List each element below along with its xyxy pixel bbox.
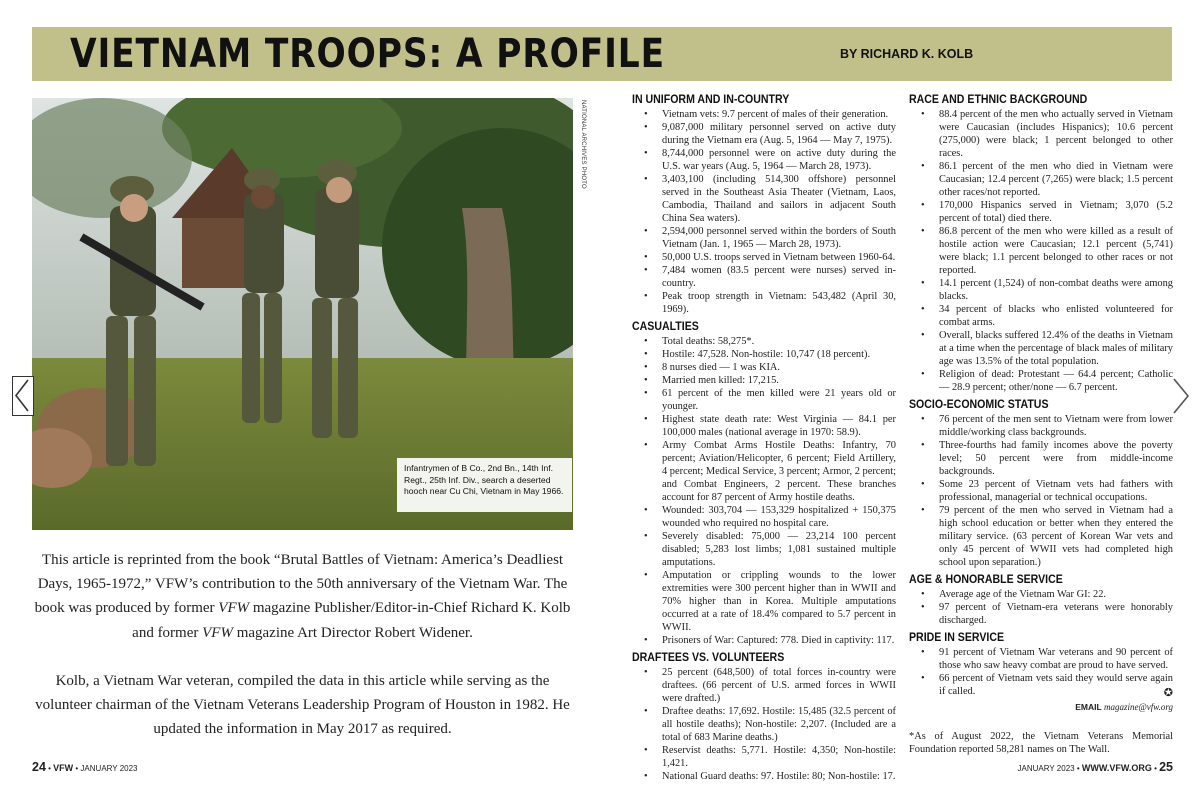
- list-item: • Married men killed: 17,215.: [632, 374, 896, 387]
- email-line: [909, 687, 1173, 714]
- section-heading: SOCIO-ECONOMIC STATUS: [909, 399, 1049, 411]
- section-heading: AGE & HONORABLE SERVICE: [909, 574, 1063, 586]
- list-item: • Average age of the Vietnam War GI: 22.: [909, 588, 1173, 601]
- list-item: • 8 nurses died — 1 was KIA.: [632, 361, 896, 374]
- list-item: • 91 percent of Vietnam War veterans and 90 percent of those who saw heavy combat are proud to have served.: [909, 646, 1173, 672]
- magazine-name: VFW: [53, 763, 74, 773]
- list-item: • 34 percent of blacks who enlisted volunteered for combat arms.: [909, 303, 1173, 329]
- list-item: • 86.8 percent of the men who were killed as a result of hostile action were Caucasian; 12.1 percent (5,741) were black; 1.1 percent belonged to other races or not reported.: [909, 225, 1173, 277]
- section-heading: PRIDE IN SERVICE: [909, 632, 1005, 644]
- section-draftees: [632, 651, 896, 783]
- list-item: • Amputation or crippling wounds to the lower extremities were 300 percent higher than in WWII and 70% higher than in Korea. Multiple amputations occurred at a rate of 18.4% compared to 5.7 percent in WWII.: [632, 569, 896, 634]
- list-item: • Prisoners of War: Captured: 778. Died in captivity: 117.: [632, 634, 896, 647]
- list-item: • 25 percent (648,500) of total forces in-country were draftees. (66 percent of U.S. armed forces in WWII were drafted.): [632, 666, 896, 705]
- list-item: • 88.4 percent of the men who actually served in Vietnam were Caucasian (includes Hispanics); 10.6 percent (275,000) were black; 1 percent belonged to other races.: [909, 108, 1173, 160]
- section-socio-economic: [909, 398, 1173, 569]
- list-item: • Peak troop strength in Vietnam: 543,482 (April 30, 1969).: [632, 290, 896, 316]
- list-item: • Some 23 percent of Vietnam vets had fathers with professional, managerial or technical occupations.: [909, 478, 1173, 504]
- list-item: • 50,000 U.S. troops served in Vietnam between 1960-64.: [632, 251, 896, 264]
- section-age-service: [909, 573, 1173, 627]
- end-mark-icon: ✪: [1163, 687, 1173, 699]
- list-item: • Vietnam vets: 9.7 percent of males of their generation.: [632, 108, 896, 121]
- list-item: • 97 percent of Vietnam-era veterans were honorably discharged.: [909, 601, 1173, 627]
- section-heading: RACE AND ETHNIC BACKGROUND: [909, 94, 1088, 106]
- section-race: [909, 93, 1173, 394]
- prev-page-button[interactable]: [12, 376, 34, 416]
- list-item: • Total deaths: 58,275*.: [632, 335, 896, 348]
- intro-text: [32, 548, 573, 765]
- stats-column-left: [632, 93, 896, 787]
- list-item: • 86.1 percent of the men who died in Vietnam were Caucasian; 12.4 percent (7,265) were black; 1.5 percent other races/not reported.: [909, 160, 1173, 199]
- email-link[interactable]: magazine@vfw.org: [1103, 702, 1173, 712]
- next-page-button[interactable]: [1170, 376, 1192, 416]
- page-number: 24: [32, 760, 46, 774]
- list-item: • Draftee deaths: 17,692. Hostile: 15,485 (32.5 percent of all hostile deaths); Non-hostile: 2,207. (Included are a total of 683 Marine deaths.): [632, 705, 896, 744]
- chevron-right-icon: [1170, 376, 1192, 416]
- folio-left: 24 • VFW • JANUARY 2023: [32, 760, 138, 774]
- list-item: • 66 percent of Vietnam vets said they would serve again if called.: [909, 672, 1173, 698]
- section-heading: DRAFTEES VS. VOLUNTEERS: [632, 652, 785, 664]
- intro-paragraph-2: Kolb, a Vietnam War veteran, compiled the data in this article while serving as the volunteer chairman of the Vietnam Veterans Leadership Program of Houston in 1982. He updated the information in May 2017 as required.: [35, 672, 570, 738]
- folio-right: JANUARY 2023 • WWW.VFW.ORG • 25: [1017, 760, 1173, 774]
- article-title: VIETNAM TROOPS: A PROFILE: [70, 31, 665, 77]
- list-item: • 61 percent of the men killed were 21 years old or younger.: [632, 387, 896, 413]
- chevron-left-icon: [13, 377, 32, 414]
- list-item: • Army Combat Arms Hostile Deaths: Infantry, 70 percent; Aviation/Helicopter, 6 percent; Field Artillery, 4 percent; Medical Service, 3 percent; Armor, 2 percent; and Combat Engineers, 2 percent. These branches account for 87 percent of Army hostile deaths.: [632, 439, 896, 504]
- list-item: • National Guard deaths: 97. Hostile: 80; Non-hostile: 17.: [632, 770, 896, 783]
- list-item: • 76 percent of the men sent to Vietnam were from lower middle/working class backgrounds.: [909, 413, 1173, 439]
- list-item: • Hostile: 47,528. Non-hostile: 10,747 (18 percent).: [632, 348, 896, 361]
- footnote: *As of August 2022, the Vietnam Veterans Memorial Foundation reported 58,281 names on The Wall.: [909, 731, 1173, 755]
- email-label: EMAIL: [1075, 702, 1102, 712]
- section-casualties: [632, 320, 896, 647]
- list-item: • 7,484 women (83.5 percent were nurses) served in-country.: [632, 264, 896, 290]
- byline: BY RICHARD K. KOLB: [840, 47, 974, 61]
- list-item: • Highest state death rate: West Virginia — 84.1 per 100,000 males (national average in 1970: 58.9).: [632, 413, 896, 439]
- section-heading: IN UNIFORM AND IN-COUNTRY: [632, 94, 790, 106]
- list-item: • Wounded: 303,704 — 153,329 hospitalized + 150,375 wounded who required no hospital care.: [632, 504, 896, 530]
- list-item: • 2,594,000 personnel served within the borders of South Vietnam (Jan. 1, 1965 — March 28, 1973).: [632, 225, 896, 251]
- photo-caption: Infantrymen of B Co., 2nd Bn., 14th Inf. Regt., 25th Inf. Div., search a deserted hooch near Cu Chi, Vietnam in May 1966.: [397, 458, 572, 512]
- list-item: • 8,744,000 personnel were on active duty during the U.S. war years (Aug. 5, 1964 — March 28, 1973).: [632, 147, 896, 173]
- list-item: • Reservist deaths: 5,771. Hostile: 4,350; Non-hostile: 1,421.: [632, 744, 896, 770]
- section-heading: CASUALTIES: [632, 321, 699, 333]
- section-uniform: [632, 93, 896, 316]
- issue-date: JANUARY 2023: [80, 764, 138, 773]
- website: WWW.VFW.ORG: [1081, 763, 1152, 773]
- page-number: 25: [1159, 760, 1173, 774]
- list-item: • Overall, blacks suffered 12.4% of the deaths in Vietnam at a time when the percentage of black males of military age was 13.5% of the total population.: [909, 329, 1173, 368]
- title-banner: [32, 27, 1172, 81]
- list-item: • Religion of dead: Protestant — 64.4 percent; Catholic — 28.9 percent; other/none — 6.7 percent.: [909, 368, 1173, 394]
- list-item: • 14.1 percent (1,524) of non-combat deaths were among blacks.: [909, 277, 1173, 303]
- stats-column-right: [909, 93, 1173, 756]
- list-item: • Severely disabled: 75,000 — 23,214 100 percent disabled; 5,283 lost limbs; 1,081 sustained multiple amputations.: [632, 530, 896, 569]
- list-item: • 79 percent of the men who served in Vietnam had a high school education or better when they entered the military service. (63 percent of Korean War vets and only 45 percent of WWII vets had completed high school upon separation.): [909, 504, 1173, 569]
- section-pride: [909, 631, 1173, 714]
- issue-date: JANUARY 2023: [1017, 764, 1075, 773]
- list-item: • 9,087,000 military personnel served on active duty during the Vietnam era (Aug. 5, 1964 — May 7, 1975).: [632, 121, 896, 147]
- list-item: • Three-fourths had family incomes above the poverty level; 50 percent were from middle-income backgrounds.: [909, 439, 1173, 478]
- intro-paragraph-1: This article is reprinted from the book “Brutal Battles of Vietnam: America’s Deadliest Days, 1965-1972,” VFW’s contribution to the 50th anniversary of the Vietnam War. The book was produced by former VFW magazine Publisher/Editor-in-Chief Richard K. Kolb and former VFW magazine Art Director Robert Widener.: [34, 552, 571, 641]
- list-item: • 3,403,100 (including 514,300 offshore) personnel served in the Southeast Asia Theater (Vietnam, Laos, Cambodia, Thailand and sailors in adjacent South China Sea waters).: [632, 173, 896, 225]
- photo-credit: NATIONAL ARCHIVES PHOTO: [580, 100, 586, 189]
- list-item: • 170,000 Hispanics served in Vietnam; 3,070 (5.2 percent of total) died there.: [909, 199, 1173, 225]
